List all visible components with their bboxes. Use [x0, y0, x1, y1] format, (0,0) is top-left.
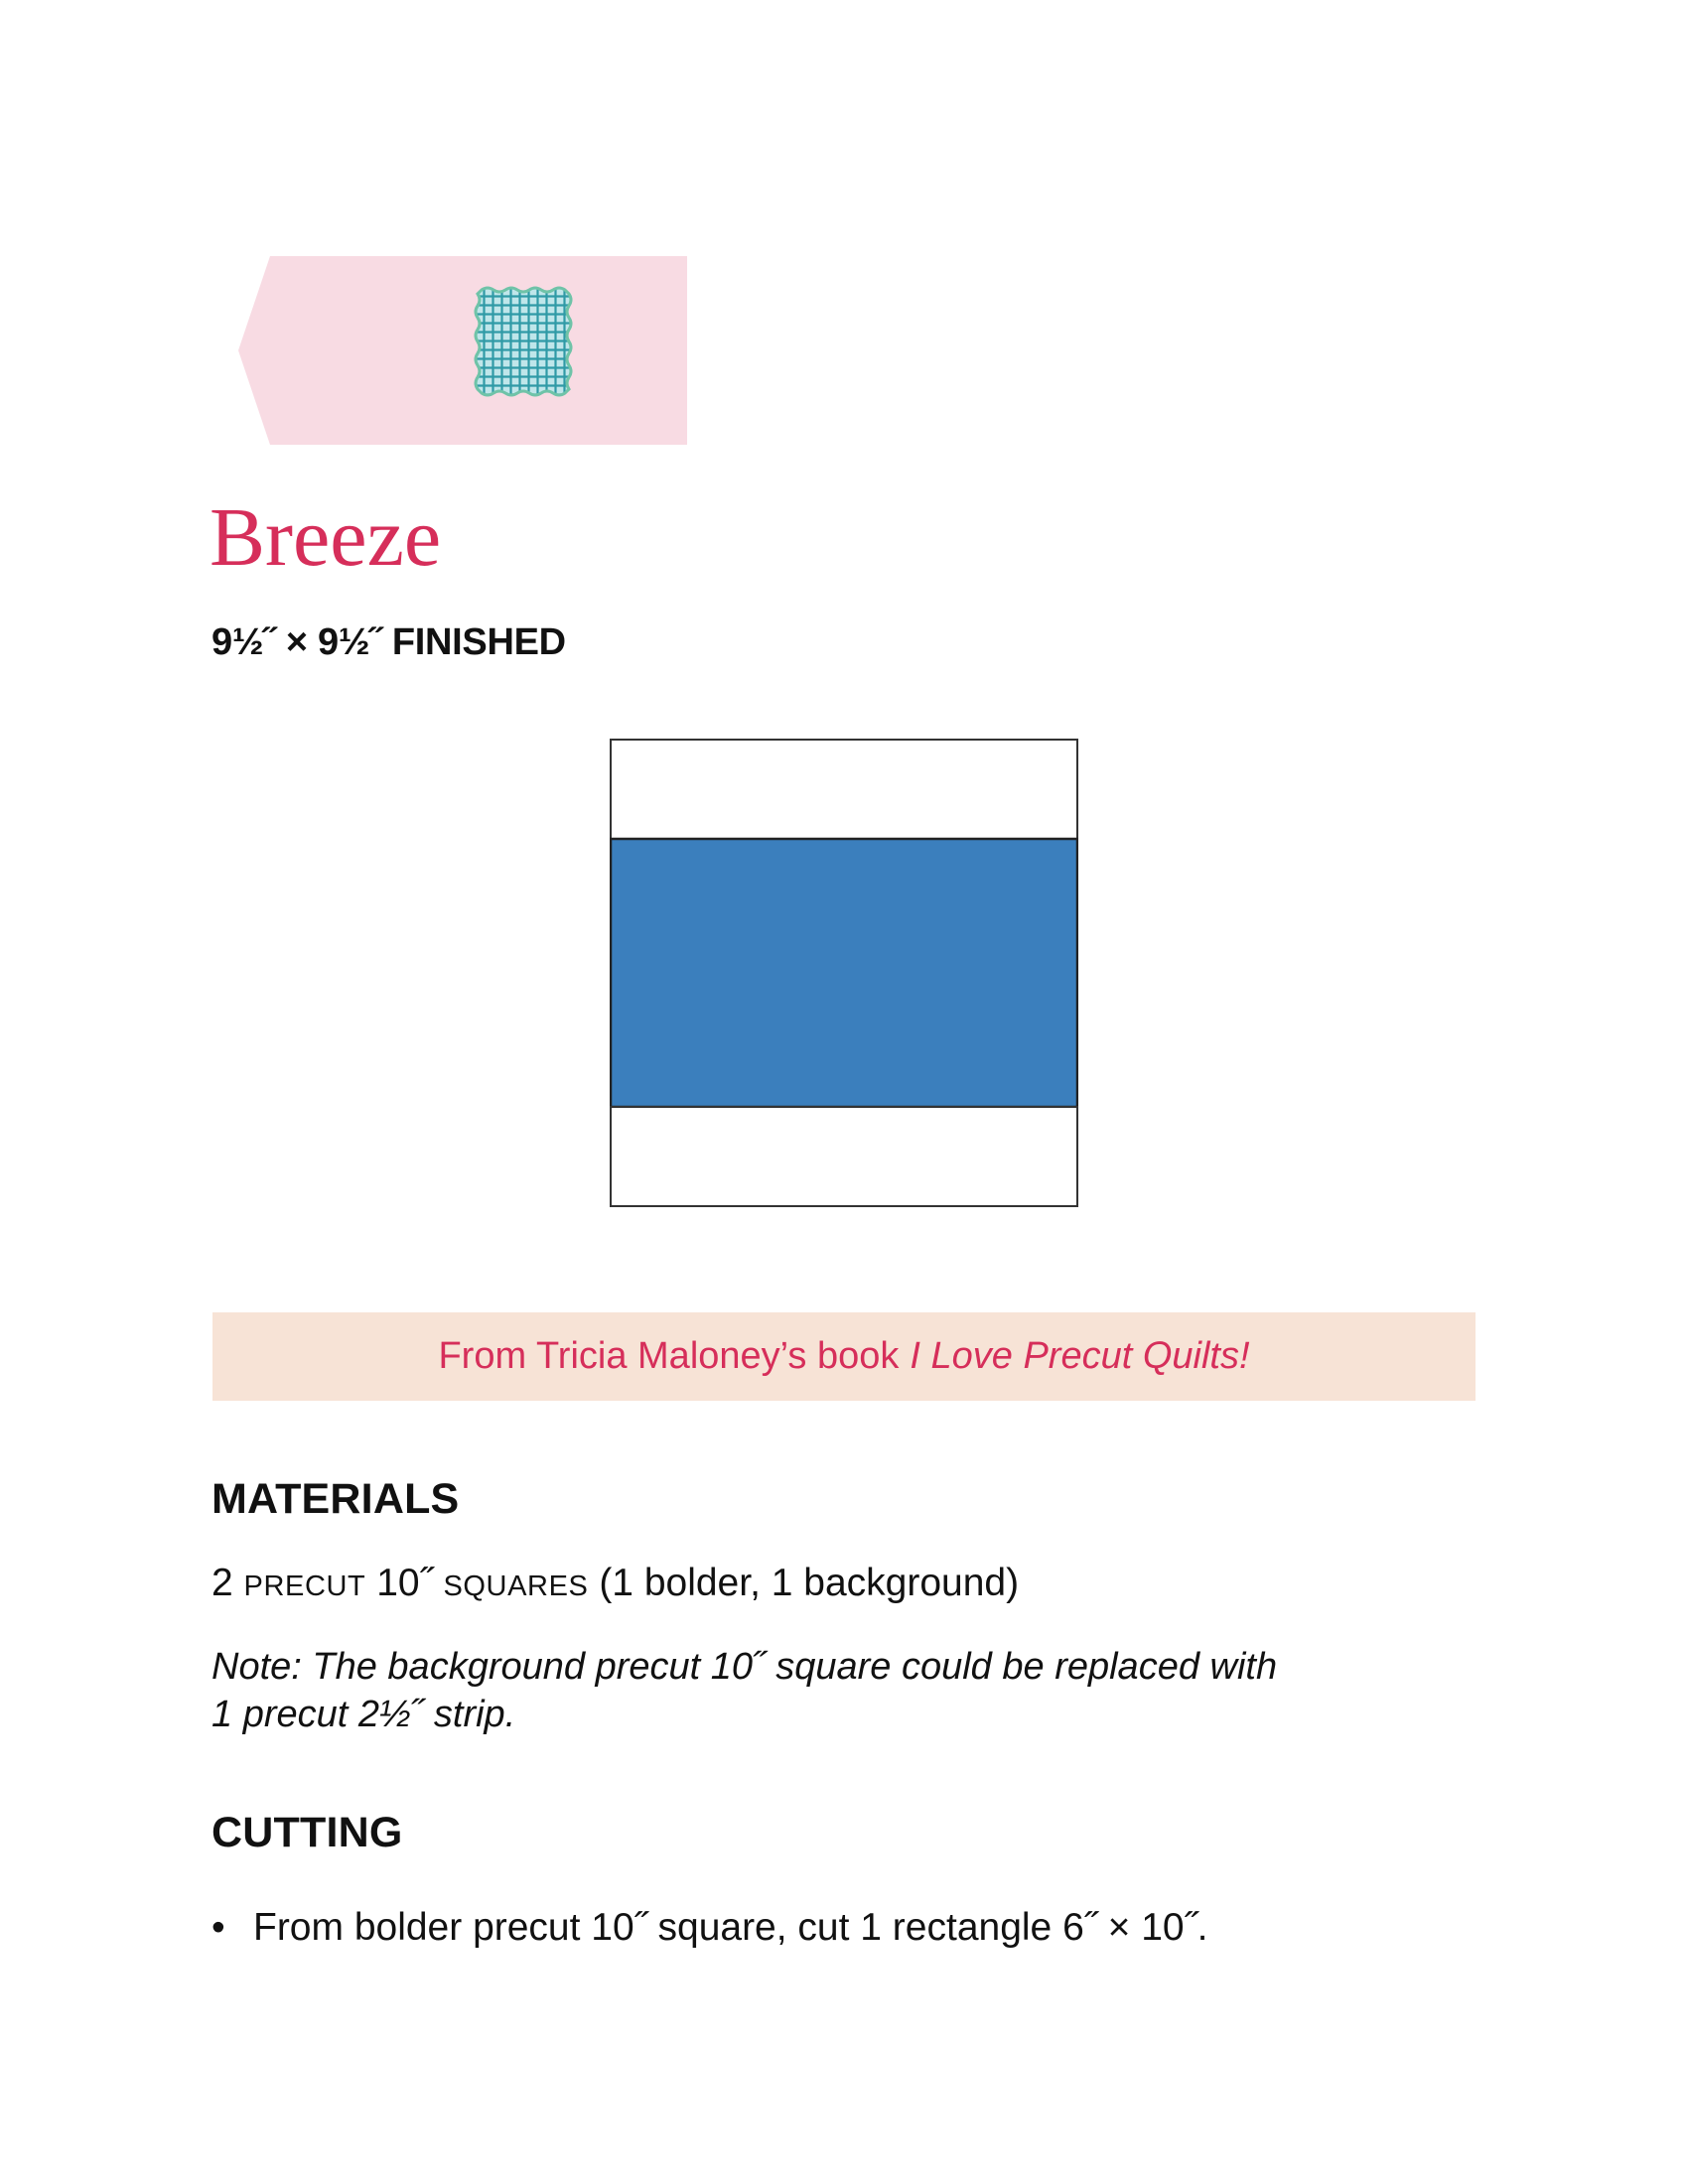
materials-item-unit: SQUARES — [443, 1570, 589, 1602]
block-band-top-background — [611, 740, 1077, 839]
banner-arrow-shape — [238, 256, 687, 445]
materials-quantity: 2 — [211, 1562, 233, 1604]
quilt-block-diagram — [610, 739, 1078, 1207]
materials-note-line-1: Note: The background precut 10˝ square could be replaced with — [211, 1646, 1278, 1688]
cutting-list-item — [211, 1908, 1207, 1947]
materials-size: 10˝ — [376, 1562, 433, 1604]
materials-note-line-2: 1 precut 2½˝ strip. — [211, 1694, 516, 1735]
cutting-instruction: From bolder precut 10˝ square, cut 1 rectangle 6˝ × 10˝. — [253, 1906, 1208, 1949]
source-prefix: From Tricia Maloney’s book — [438, 1335, 900, 1377]
cutting-heading: CUTTING — [211, 1809, 403, 1856]
source-banner — [212, 1312, 1476, 1401]
finished-size: 9½˝ × 9½˝ FINISHED — [211, 621, 566, 663]
source-book-title: I Love Precut Quilts! — [910, 1335, 1250, 1377]
materials-heading: MATERIALS — [211, 1475, 460, 1523]
block-band-bottom-background — [611, 1107, 1077, 1206]
header-banner — [238, 256, 687, 445]
materials-item-type: PRECUT — [243, 1570, 366, 1602]
pattern-title: Breeze — [210, 491, 442, 584]
bullet-icon: • — [211, 1906, 225, 1949]
block-band-center-bolder — [611, 839, 1077, 1107]
materials-item — [211, 1564, 1019, 1602]
materials-note — [211, 1643, 1502, 1738]
quilt-thumbnail-icon — [476, 288, 571, 395]
materials-detail: (1 bolder, 1 background) — [599, 1562, 1020, 1604]
